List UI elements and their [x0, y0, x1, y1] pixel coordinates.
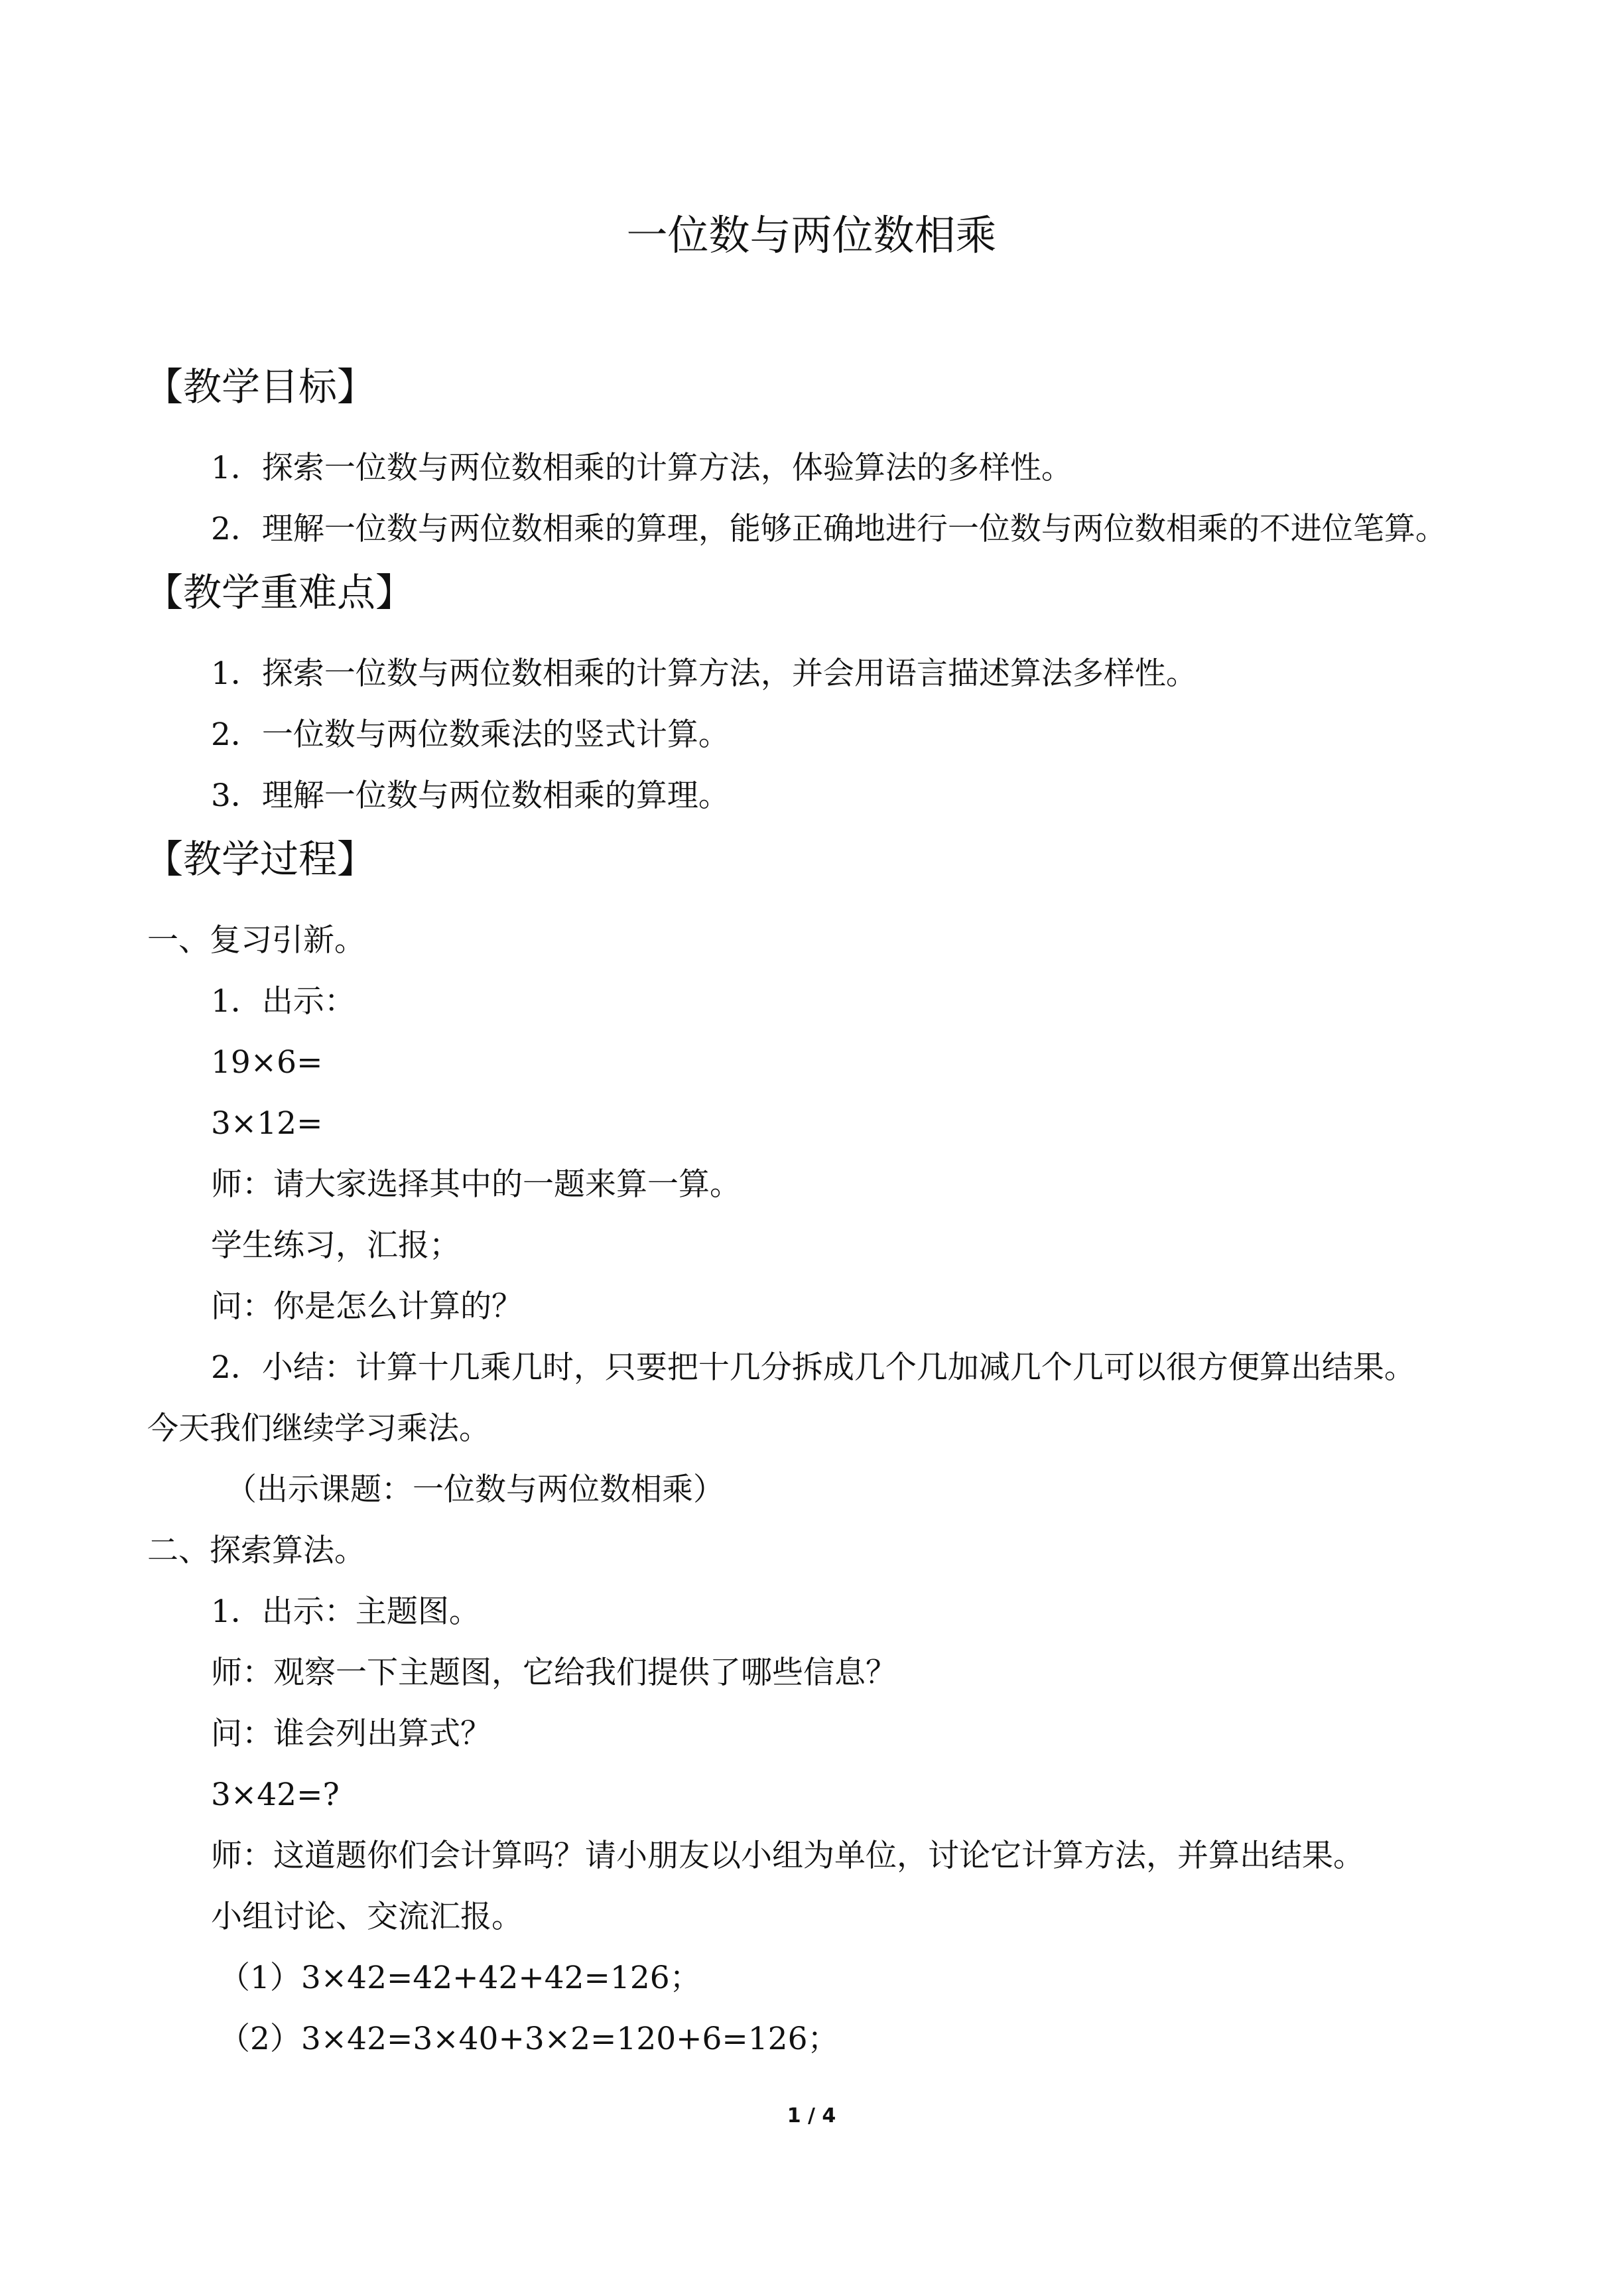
- process-line: 问：你是怎么计算的？: [211, 1288, 523, 1325]
- process-part2-title: 二、探索算法。: [147, 1532, 365, 1569]
- process-line: 师：观察一下主题图，它给我们提供了哪些信息？: [211, 1654, 897, 1691]
- process-line: 师：这道题你们会计算吗？请小朋友以小组为单位，讨论它计算方法，并算出结果。: [211, 1838, 1364, 1874]
- process-line: 19×6=: [211, 1044, 323, 1081]
- section-heading-goals: 【教学目标】: [145, 364, 376, 409]
- process-line: （1）3×42=42+42+42=126；: [219, 1960, 701, 1996]
- process-line: （出示课题：一位数与两位数相乘）: [226, 1471, 724, 1508]
- process-line: 小组讨论、交流汇报。: [211, 1899, 523, 1935]
- process-line: 师：请大家选择其中的一题来算一算。: [211, 1166, 741, 1203]
- process-line: 2．小结：计算十几乘几时，只要把十几分拆成几个几加减几个几可以很方便算出结果。: [211, 1349, 1415, 1386]
- goals-item: 1．探索一位数与两位数相乘的计算方法，体验算法的多样性。: [211, 450, 1072, 486]
- key-points-item: 3．理解一位数与两位数相乘的算理。: [211, 777, 730, 814]
- key-points-item: 1．探索一位数与两位数相乘的计算方法，并会用语言描述算法多样性。: [211, 655, 1197, 692]
- section-heading-key-points: 【教学重难点】: [145, 570, 415, 615]
- process-line: 问：谁会列出算式？: [211, 1716, 491, 1752]
- key-points-item: 2．一位数与两位数乘法的竖式计算。: [211, 716, 730, 753]
- process-line: 今天我们继续学习乘法。: [147, 1410, 490, 1447]
- process-line: 1．出示：: [211, 983, 356, 1020]
- page-number: 1 / 4: [787, 2104, 836, 2127]
- process-line: 3×42=?: [211, 1777, 340, 1813]
- document-title: 一位数与两位数相乘: [626, 211, 997, 259]
- goals-item: 2．理解一位数与两位数相乘的算理，能够正确地进行一位数与两位数相乘的不进位笔算。: [211, 511, 1447, 547]
- process-line: 学生练习，汇报；: [211, 1227, 460, 1264]
- process-line: 3×12=: [211, 1105, 323, 1142]
- process-line: （2）3×42=3×40+3×2=120+6=126；: [219, 2021, 839, 2057]
- section-heading-process: 【教学过程】: [145, 837, 376, 882]
- process-part1-title: 一、复习引新。: [147, 922, 365, 959]
- process-line: 1．出示：主题图。: [211, 1593, 480, 1630]
